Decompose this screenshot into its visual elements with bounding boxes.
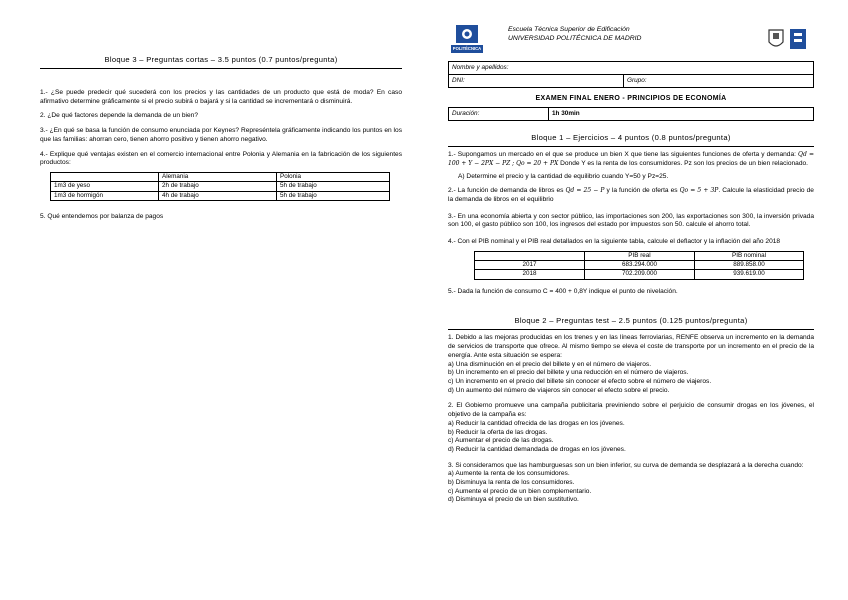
block2-title: Bloque 2 – Preguntas test – 2.5 puntos (0.125 puntos/pregunta) bbox=[448, 316, 814, 330]
test-question-1 bbox=[448, 334, 814, 395]
school-name bbox=[508, 26, 641, 44]
exercise-2-text: 2.- La función de demanda de libros es bbox=[448, 187, 564, 195]
test-option[interactable]: c) Un incremento en el precio del billete sin conocer el efecto sobre el número de viajeros. bbox=[448, 378, 712, 385]
test-option[interactable]: d) Un aumento del número de viajeros sin conocer el efecto sobre el precio. bbox=[448, 386, 670, 394]
exercise-2-text-c: . Calcule la elasticidad precio de la demanda de libros en el equilibrio bbox=[448, 187, 814, 204]
test-question-3-text: 3. Si consideramos que las hamburguesas son un bien inferior, su curva de demanda se desplazará a la derecha cuando: bbox=[448, 461, 804, 469]
student-form bbox=[448, 61, 814, 88]
test-option[interactable]: a) Reducir la cantidad ofrecida de las drogas en los jóvenes. bbox=[448, 419, 625, 427]
table-cell: 1m3 de yeso bbox=[51, 182, 159, 191]
question-2: 2. ¿De qué factores depende la demanda de un bien? bbox=[40, 112, 198, 120]
duration-label: Duración: bbox=[449, 108, 549, 121]
exercise-2-eq1: Qd = 25 − P bbox=[565, 187, 605, 195]
table-cell: PIB real bbox=[585, 251, 695, 260]
dni-field[interactable]: DNI: bbox=[449, 75, 624, 88]
test-question-2 bbox=[448, 402, 814, 454]
logo-caption: POLITÉCNICA bbox=[452, 46, 482, 51]
table-cell: Polonia bbox=[277, 172, 390, 181]
table-cell bbox=[475, 251, 585, 260]
block1-title: Bloque 1 – Ejercicios – 4 puntos (0.8 puntos/pregunta) bbox=[448, 133, 814, 147]
table-cell: PIB nominal bbox=[695, 251, 804, 260]
test-question-1-text: 1. Debido a las mejoras producidas en los trenes y en las líneas ferroviarias, RENFE observa un incremento en la demanda de servicios de transporte que ofrece. Al mismo tiempo se eleva el coste de transporte por un incremento en el precio de la energía. Ante esta situación se espera: bbox=[448, 334, 814, 359]
table-cell: 889.858.00 bbox=[695, 261, 804, 270]
question-5: 5. Qué entendemos por balanza de pagos bbox=[40, 212, 164, 220]
exercise-4: 4.- Con el PIB nominal y el PIB real detallados en la siguiente tabla, calcule el deflactor y la inflación del año 2018 bbox=[448, 238, 781, 246]
table-cell: 702.209.000 bbox=[585, 270, 695, 279]
exercise-1-option: A) Determine el precio y la cantidad de equilibrio cuando Y=50 y Pz=25. bbox=[458, 172, 669, 180]
table-row bbox=[51, 191, 390, 200]
table-cell: 4h de trabajo bbox=[159, 191, 277, 200]
table-cell: 939.619.00 bbox=[695, 270, 804, 279]
table-cell: 2018 bbox=[475, 270, 585, 279]
table-row bbox=[51, 182, 390, 191]
right-page bbox=[448, 22, 814, 511]
exercise-2-text-b: y la función de oferta es bbox=[606, 187, 678, 195]
test-option[interactable]: a) Una disminución en el precio del billete y en el número de viajeros. bbox=[448, 360, 652, 368]
test-question-3 bbox=[448, 462, 814, 506]
table-cell: 5h de trabajo bbox=[277, 191, 390, 200]
test-option[interactable]: a) Aumente la renta de los consumidores. bbox=[448, 470, 570, 478]
exercise-1 bbox=[448, 151, 814, 181]
test-question-2-text: 2. El Gobierno promueve una campaña publicitaria previniendo sobre el perjuicio de consumir drogas en los jóvenes, el objetivo de la campaña es: bbox=[448, 402, 814, 419]
test-option[interactable]: d) Disminuya el precio de un bien sustitutivo. bbox=[448, 496, 579, 504]
table-row bbox=[475, 270, 804, 279]
exercise-2-eq2: Qo = 5 + 3P bbox=[679, 187, 719, 195]
exercise-1-text: 1.- Supongamos un mercado en el que se produce un bien X que tiene las siguientes funciones de oferta y demanda: bbox=[448, 151, 796, 159]
exercise-3: 3.- En una economía abierta y con sector público, las importaciones son 200, las exportaciones son 300, la inversión privada son 100, el gasto público son 100, los ingresos del estado por impuestos son 50. calcule el ahorro total. bbox=[448, 212, 814, 229]
exercise-1-text-b: Donde Y es la renta de los consumidores. Pz son los precios de un bien relacionado. bbox=[560, 159, 809, 167]
duration-value: 1h 30min bbox=[549, 108, 814, 121]
table-cell bbox=[51, 172, 159, 181]
test-option[interactable]: c) Aumente el precio de un bien complementario. bbox=[448, 487, 592, 495]
pib-table bbox=[474, 251, 804, 280]
school-crest-icon bbox=[766, 26, 810, 52]
table-row bbox=[51, 172, 390, 181]
table-row bbox=[475, 261, 804, 270]
block3-title: Bloque 3 – Preguntas cortas – 3.5 puntos (0.7 puntos/pregunta) bbox=[40, 55, 402, 69]
table-row bbox=[475, 251, 804, 260]
test-option[interactable]: c) Aumentar el precio de las drogas. bbox=[448, 437, 554, 445]
school-line-1: Escuela Técnica Superior de Edificación bbox=[508, 26, 630, 33]
school-line-2: UNIVERSIDAD POLITÉCNICA DE MADRID bbox=[508, 34, 642, 42]
group-field[interactable]: Grupo: bbox=[624, 75, 814, 88]
table-cell: 5h de trabajo bbox=[277, 182, 390, 191]
name-field[interactable]: Nombre y apellidos: bbox=[449, 62, 814, 75]
page-header bbox=[448, 22, 814, 58]
test-option[interactable]: b) Disminuya la renta de los consumidores. bbox=[448, 479, 575, 487]
exercise-2 bbox=[448, 187, 814, 204]
exercise-1-equation: Qd = 100 + Y − 2PX − PZ ; Qo = 20 + PX bbox=[448, 151, 814, 167]
table-cell: 2017 bbox=[475, 261, 585, 270]
table-cell: 683.294.000 bbox=[585, 261, 695, 270]
test-option[interactable]: d) Reducir la cantidad demandada de drogas en los jóvenes. bbox=[448, 445, 626, 453]
upm-logo bbox=[450, 24, 484, 54]
question-3: 3.- ¿En qué se basa la función de consumo enunciada por Keynes? Represéntela gráficamente indicando los puntos en los que las familias: ahorran cero, tienen ahorro positivo y tienen ahorro negativo. bbox=[40, 127, 402, 143]
table-cell: 2h de trabajo bbox=[159, 182, 277, 191]
test-option[interactable]: b) Reducir la oferta de las drogas. bbox=[448, 428, 548, 436]
question-1: 1.- ¿Se puede predecir qué sucederá con los precios y las cantidades de un producto que está de moda? En caso afirmativo determine gráficamente si el precio subirá o bajará y si la cantidad se incrementará o disminuirá. bbox=[40, 89, 402, 105]
test-option[interactable]: b) Un incremento en el precio del billete y una reducción en el número de viajeros. bbox=[448, 369, 689, 377]
products-table bbox=[50, 172, 390, 201]
exercise-5: 5.- Dada la función de consumo C = 400 + 0,8Y indique el punto de nivelación. bbox=[448, 287, 678, 295]
exam-title: EXAMEN FINAL ENERO - PRINCIPIOS DE ECONOMÍA bbox=[535, 95, 727, 102]
table-cell: 1m3 de hormigón bbox=[51, 191, 159, 200]
duration-table bbox=[448, 107, 814, 121]
question-4: 4.- Explique qué ventajas existen en el comercio internacional entre Polonia y Alemania en la fabricación de los siguientes productos: bbox=[40, 150, 402, 167]
left-page bbox=[40, 55, 402, 228]
table-cell: Alemania bbox=[159, 172, 277, 181]
